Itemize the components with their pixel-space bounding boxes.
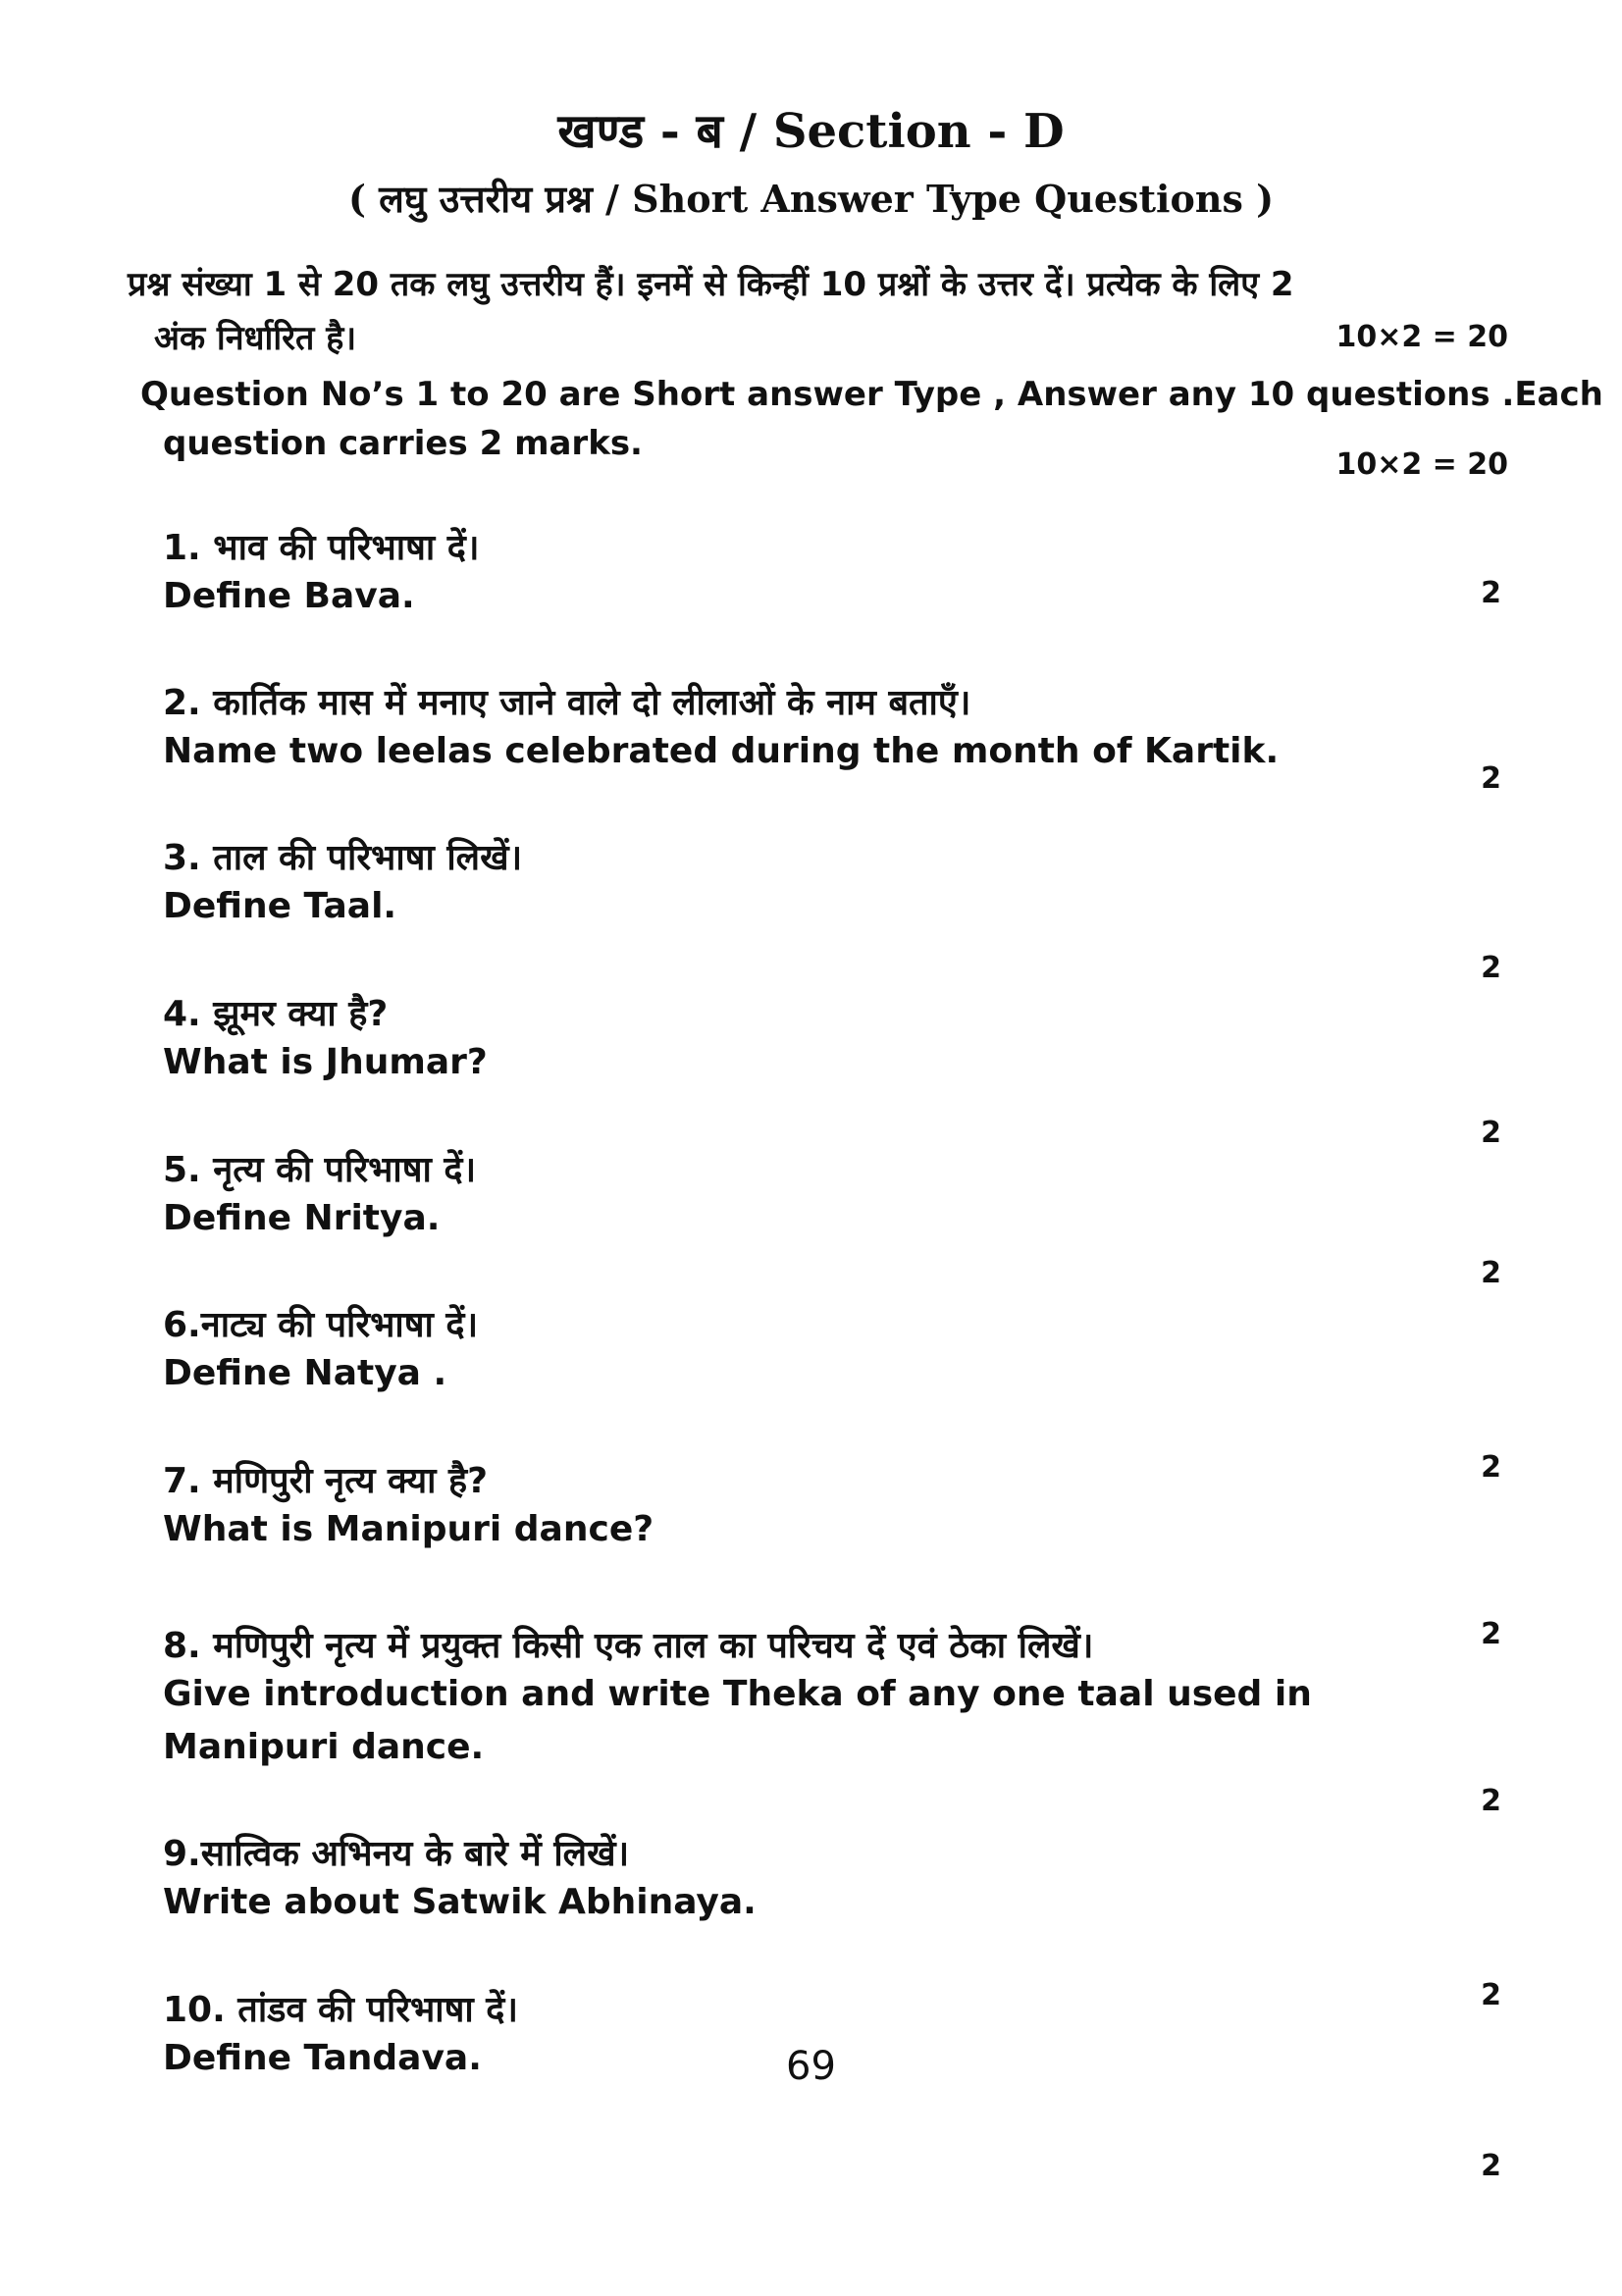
question-5-english: Define Nritya. [163,1198,441,1238]
instruction-hindi-line2: अंक निर्धारित है। [154,319,357,358]
mark-value: 2 [1481,951,1501,985]
question-7-english: What is Manipuri dance? [163,1509,654,1549]
question-3-hindi: 3. ताल की परिभाषा लिखें। [163,838,523,878]
mark-value: 2 [1481,2149,1501,2183]
question-2-hindi: 2. कार्तिक मास में मनाए जाने वाले दो लीलाओं के नाम बताएँ। [163,683,971,723]
question-10-english: Define Tandava. [163,2038,482,2078]
mark-value: 2 [1481,576,1501,610]
instruction-hindi-marks: 10×2 = 20 [1335,320,1508,354]
page-number: 69 [786,2044,836,2089]
question-6-english: Define Natya . [163,1353,447,1393]
question-4-hindi: 4. झूमर क्या है? [163,994,389,1034]
mark-value: 2 [1481,1116,1501,1150]
question-6-hindi: 6.नाट्य की परिभाषा दें। [163,1305,479,1345]
mark-value: 2 [1481,1256,1501,1290]
question-7-hindi: 7. मणिपुरी नृत्य क्या है? [163,1461,488,1501]
question-9-hindi: 9.सात्विक अभिनय के बारे में लिखें। [163,1834,630,1874]
instruction-english-line2: question carries 2 marks. [163,424,643,463]
instruction-english-line1: Question No’s 1 to 20 are Short answer Type , Answer any 10 questions .Each [140,375,1603,414]
question-1-hindi: 1. भाव की परिभाषा दें। [163,528,480,568]
question-1-english: Define Bava. [163,576,415,616]
question-4-english: What is Jhumar? [163,1042,488,1082]
question-5-hindi: 5. नृत्य की परिभाषा दें। [163,1150,477,1190]
mark-value: 2 [1481,1450,1501,1485]
mark-value: 2 [1481,1784,1501,1818]
mark-value: 2 [1481,1978,1501,2012]
question-8-hindi: 8. मणिपुरी नृत्य में प्रयुक्त किसी एक ताल का परिचय दें एवं ठेका लिखें। [163,1626,1094,1666]
section-subtitle: ( लघु उत्तरीय प्रश्न / Short Answer Type Questions ) [347,177,1275,221]
question-2-english: Name two leelas celebrated during the month of Kartik. [163,731,1280,771]
question-8-english: Give introduction and write Theka of any one taal used in [163,1674,1312,1714]
instruction-english-marks: 10×2 = 20 [1335,447,1508,482]
question-3-english: Define Taal. [163,886,397,926]
question-10-hindi: 10. तांडव की परिभाषा दें। [163,1990,519,2030]
question-8-english-cont: Manipuri dance. [163,1727,485,1767]
mark-value: 2 [1481,1617,1501,1651]
mark-value: 2 [1481,761,1501,796]
section-title: खण्ड - ब / Section - D [557,104,1065,159]
instruction-hindi-line1: प्रश्न संख्या 1 से 20 तक लघु उत्तरीय हैं। इनमें से किन्हीं 10 प्रश्नों के उत्तर दें। प्रत्येक के लिए 2 [128,265,1294,304]
question-9-english: Write about Satwik Abhinaya. [163,1882,757,1922]
